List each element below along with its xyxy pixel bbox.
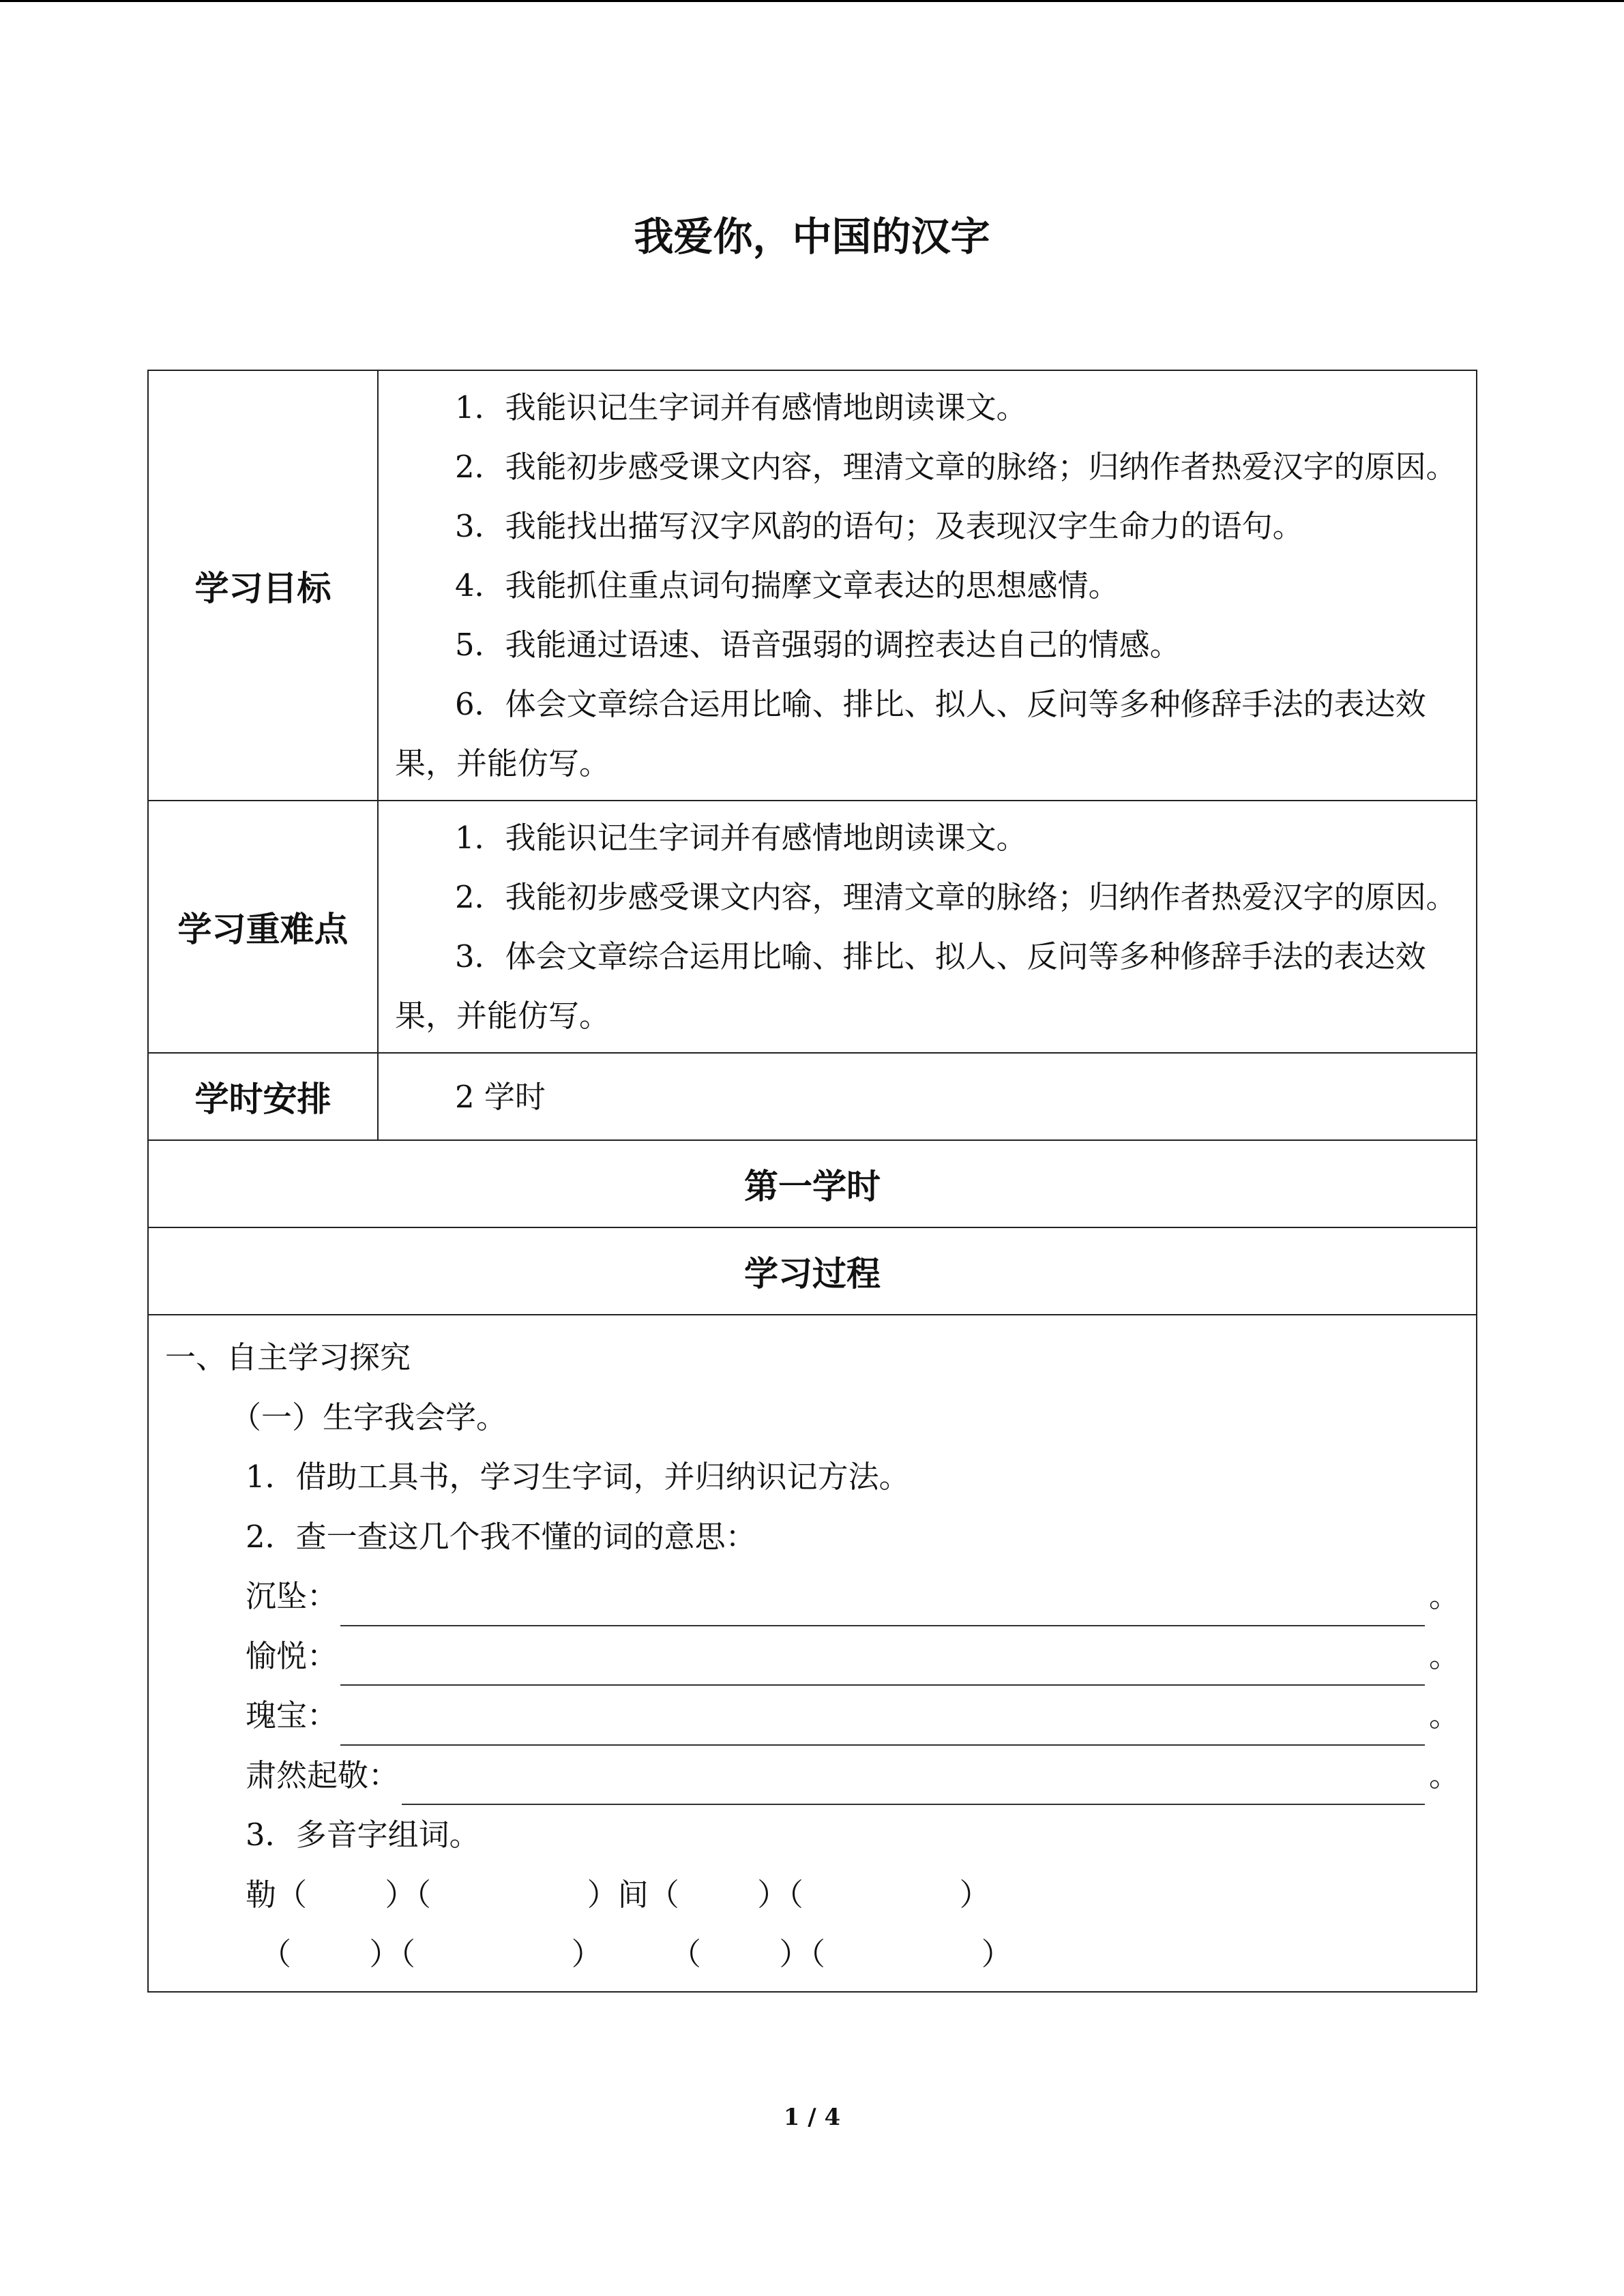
- term-blank-row: [165, 1746, 1460, 1806]
- objectives-label: 学习目标: [148, 370, 378, 801]
- key-point-item: 3．体会文章综合运用比喻、排比、拟人、反问等多种修辞手法的表达效果，并能仿写。: [395, 938, 1426, 1034]
- objective-item: 5．我能通过语速、语音强弱的调控表达自己的情感。: [455, 627, 1181, 663]
- term-answer-line[interactable]: [340, 1577, 1425, 1626]
- term-blank-row: [165, 1626, 1460, 1686]
- term-answer-line[interactable]: [340, 1637, 1425, 1686]
- page-number: 1 / 4: [783, 2104, 841, 2131]
- key-points-content: [378, 801, 1477, 1053]
- term-period: 。: [1428, 1578, 1460, 1614]
- step-text: 3．多音字组词。: [246, 1817, 480, 1853]
- objective-item: 1．我能识记生字词并有感情地朗读课文。: [455, 389, 1027, 426]
- schedule-label: 学时安排: [148, 1053, 378, 1140]
- objective-item: 2．我能初步感受课文内容，理清文章的脉络；归纳作者热爱汉字的原因。: [455, 449, 1457, 485]
- process-row: [148, 1315, 1477, 1992]
- term-period: 。: [1428, 1757, 1460, 1793]
- objective-item: 6．体会文章综合运用比喻、排比、拟人、反问等多种修辞手法的表达效果，并能仿写。: [395, 686, 1426, 781]
- term-period: 。: [1428, 1697, 1460, 1733]
- polyphone-row: 勒（ ）（ ）间（ ）（ ）: [246, 1876, 990, 1913]
- schedule-row: [148, 1053, 1477, 1140]
- top-border-line: [0, 0, 1624, 2]
- objectives-row: [148, 370, 1477, 801]
- term-period: 。: [1428, 1637, 1460, 1674]
- section-heading: 一、自主学习探究: [165, 1339, 411, 1375]
- session-heading-row: [148, 1140, 1477, 1227]
- objectives-content: [378, 370, 1477, 801]
- term-answer-line[interactable]: [340, 1697, 1425, 1746]
- schedule-value: 2 学时: [455, 1078, 546, 1115]
- objective-item: 3．我能找出描写汉字风韵的语句；及表现汉字生命力的语句。: [455, 508, 1303, 544]
- page-title: 我爱你，中国的汉字: [634, 213, 990, 260]
- step-text: 2．查一查这几个我不懂的词的意思：: [246, 1518, 756, 1555]
- schedule-content: [378, 1053, 1477, 1140]
- key-point-item: 1．我能识记生字词并有感情地朗读课文。: [455, 820, 1027, 856]
- step-text: 1．借助工具书，学习生字词，并归纳识记方法。: [246, 1459, 910, 1495]
- subsection-heading: （一）生字我会学。: [231, 1399, 507, 1435]
- term-blank-row: [165, 1686, 1460, 1746]
- session-heading: 第一学时: [148, 1140, 1477, 1227]
- term-word: 愉悦：: [246, 1637, 338, 1674]
- term-answer-line[interactable]: [402, 1756, 1425, 1805]
- key-points-row: [148, 801, 1477, 1053]
- key-points-label: 学习重难点: [148, 801, 378, 1053]
- objective-item: 4．我能抓住重点词句揣摩文章表达的思想感情。: [455, 567, 1119, 603]
- term-word: 沉坠：: [246, 1578, 338, 1614]
- term-blank-row: [165, 1566, 1460, 1626]
- key-point-item: 2．我能初步感受课文内容，理清文章的脉络；归纳作者热爱汉字的原因。: [455, 879, 1457, 915]
- term-word: 肃然起敬：: [246, 1757, 400, 1793]
- process-content: [148, 1315, 1477, 1992]
- process-heading: 学习过程: [148, 1227, 1477, 1315]
- process-heading-row: [148, 1227, 1477, 1315]
- polyphone-row: （ ）（ ） （ ）（ ）: [261, 1936, 1012, 1972]
- lesson-plan-table: [147, 370, 1477, 1993]
- term-word: 瑰宝：: [246, 1697, 338, 1733]
